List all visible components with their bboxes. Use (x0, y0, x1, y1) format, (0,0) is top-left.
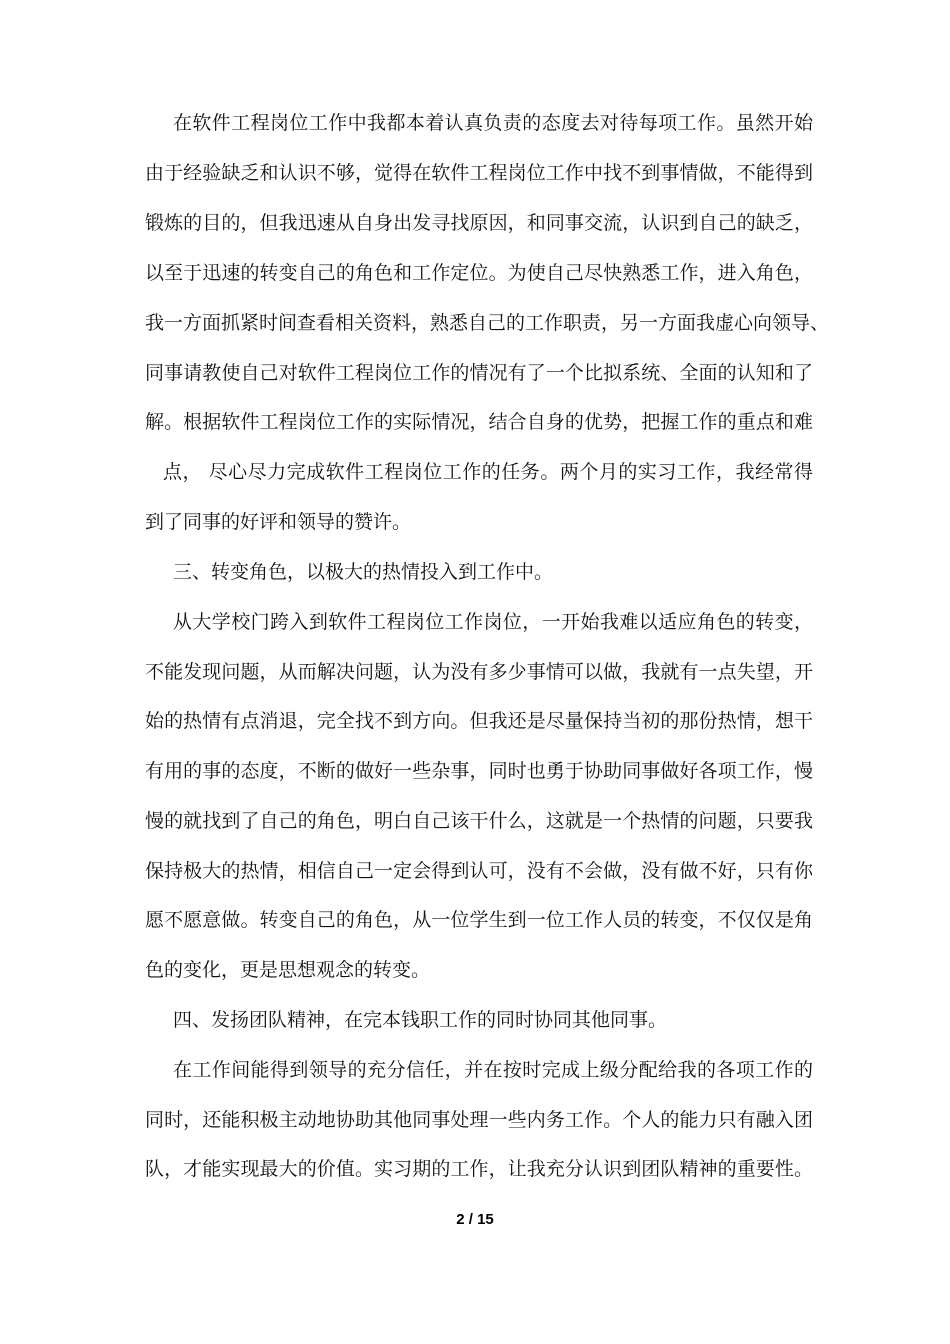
text-line: 点， 尽心尽力完成软件工程岗位工作的任务。两个月的实习工作，我经常得 (163, 461, 813, 483)
section-heading: 四、发扬团队精神，在完本钱职工作的同时协同其他同事。 (173, 1009, 668, 1031)
text-line: 解。根据软件工程岗位工作的实际情况，结合自身的优势，把握工作的重点和难 (145, 411, 813, 433)
text-line: 不能发现问题，从而解决问题，认为没有多少事情可以做，我就有一点失望，开 (145, 661, 813, 683)
text-line: 愿不愿意做。转变自己的角色，从一位学生到一位工作人员的转变，不仅仅是角 (145, 909, 813, 931)
text-line: 有用的事的态度，不断的做好一些杂事，同时也勇于协助同事做好各项工作，慢 (145, 760, 813, 782)
section-heading: 三、转变角色，以极大的热情投入到工作中。 (173, 561, 554, 583)
text-line: 同事请教使自己对软件工程岗位工作的情况有了一个比拟系统、全面的认知和了 (145, 362, 813, 384)
text-line: 色的变化，更是思想观念的转变。 (145, 959, 431, 981)
text-line: 在软件工程岗位工作中我都本着认真负责的态度去对待每项工作。虽然开始 (173, 112, 813, 134)
page-number: 2 / 15 (456, 1211, 494, 1228)
text-line: 队，才能实现最大的价值。实习期的工作，让我充分认识到团队精神的重要性。 (145, 1158, 813, 1180)
text-line: 在工作间能得到领导的充分信任，并在按时完成上级分配给我的各项工作的 (173, 1059, 813, 1081)
text-line: 锻炼的目的，但我迅速从自身出发寻找原因，和同事交流，认识到自己的缺乏， (145, 212, 813, 234)
text-line: 以至于迅速的转变自己的角色和工作定位。为使自己尽快熟悉工作，进入角色， (145, 262, 813, 284)
text-line: 保持极大的热情，相信自己一定会得到认可，没有不会做，没有做不好，只有你 (145, 860, 813, 882)
text-line: 由于经验缺乏和认识不够，觉得在软件工程岗位工作中找不到事情做，不能得到 (145, 162, 813, 184)
text-line: 从大学校门跨入到软件工程岗位工作岗位，一开始我难以适应角色的转变， (173, 611, 813, 633)
text-line: 我一方面抓紧时间查看相关资料，熟悉自己的工作职责，另一方面我虚心向领导、 (145, 312, 830, 334)
text-line: 慢的就找到了自己的角色，明白自己该干什么，这就是一个热情的问题，只要我 (145, 810, 813, 832)
text-line: 到了同事的好评和领导的赞许。 (145, 511, 412, 533)
text-line: 始的热情有点消退，完全找不到方向。但我还是尽量保持当初的那份热情，想干 (145, 710, 813, 732)
text-line: 同时，还能积极主动地协助其他同事处理一些内务工作。个人的能力只有融入团 (145, 1109, 813, 1131)
